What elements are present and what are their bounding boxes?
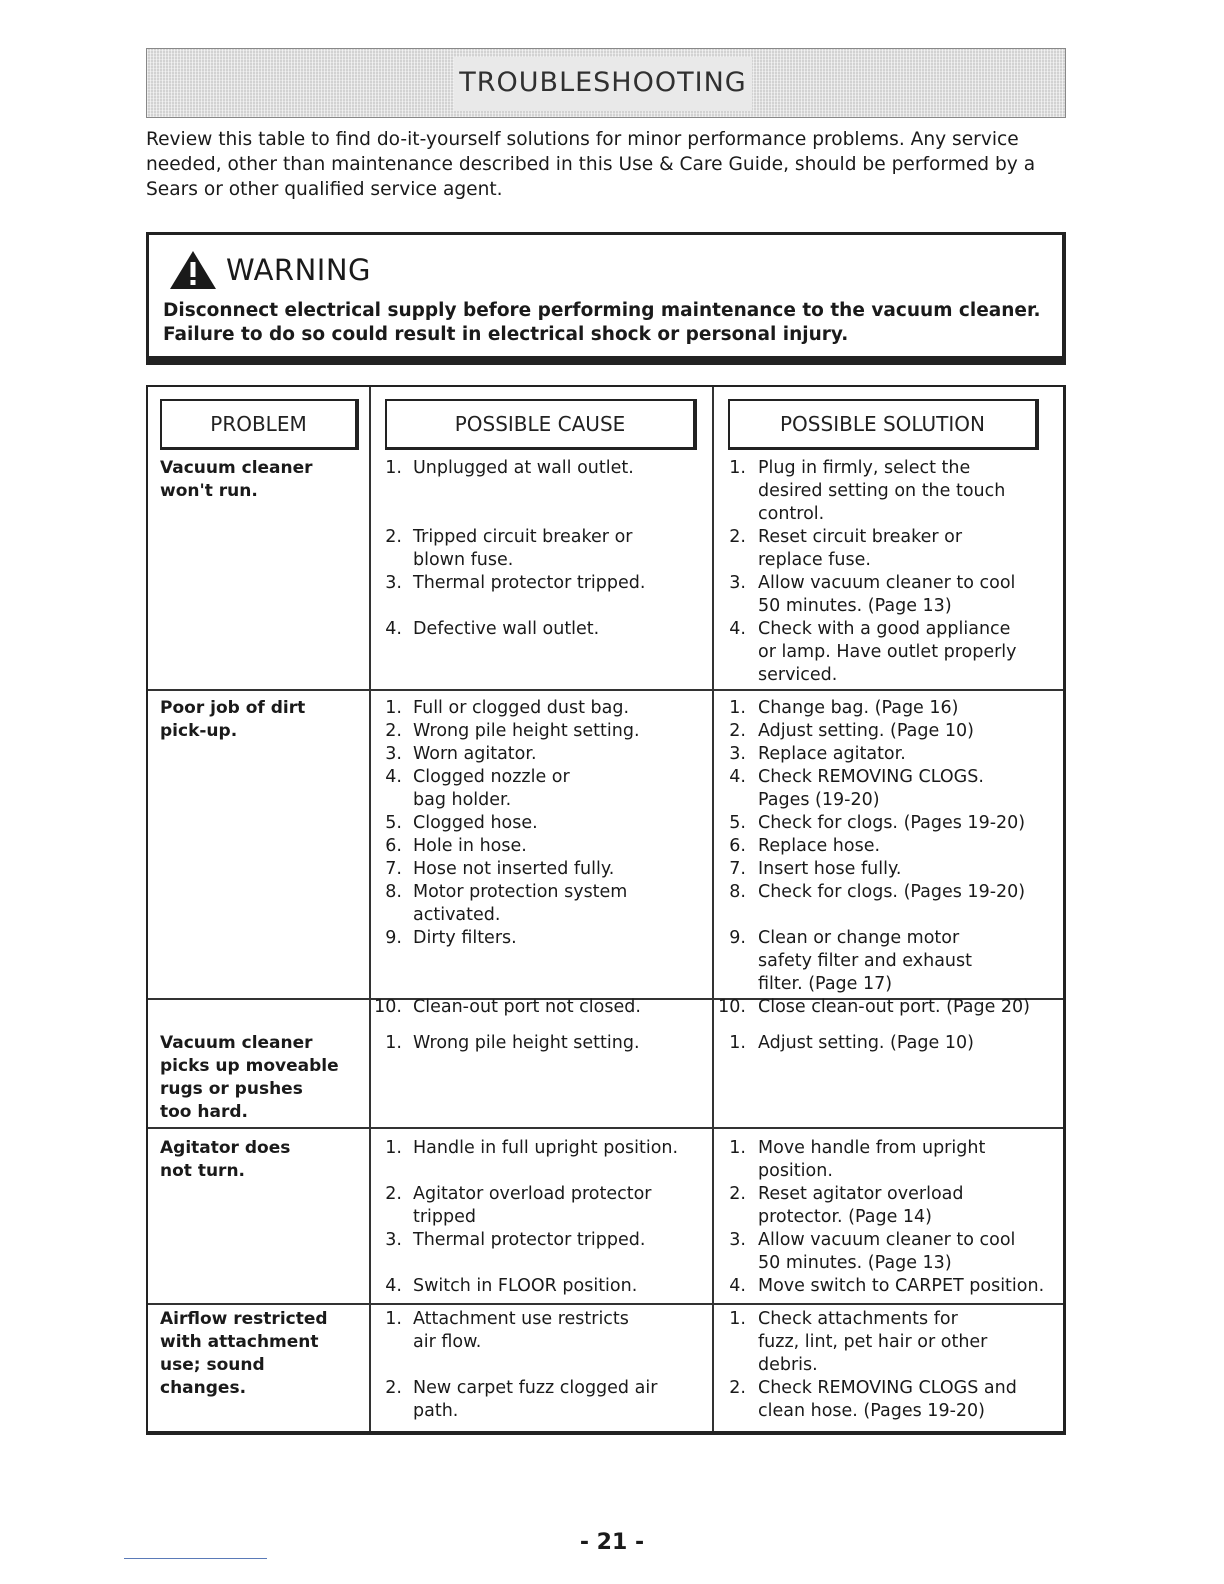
cause-text: Full or clogged dust bag. xyxy=(413,698,630,718)
solution-number: 1. xyxy=(729,1033,746,1053)
solution-number: 7. xyxy=(729,859,746,879)
solution-number: 2. xyxy=(729,1378,746,1398)
column-divider xyxy=(712,387,714,1431)
cause-text: Motor protection system activated. xyxy=(413,882,628,925)
cause-number: 9. xyxy=(385,928,402,948)
solution-number: 10. xyxy=(718,997,746,1017)
solution-number: 1. xyxy=(729,1309,746,1329)
cause-text: Worn agitator. xyxy=(413,744,537,764)
cause-number: 3. xyxy=(385,744,402,764)
cause-number: 8. xyxy=(385,882,402,902)
solution-number: 1. xyxy=(729,458,746,478)
cause-number: 7. xyxy=(385,859,402,879)
cause-number: 1. xyxy=(385,1033,402,1053)
solution-text: Clean or change motor safety filter and exhaust filter. (Page 17) xyxy=(758,928,973,994)
cause-text: Clogged hose. xyxy=(413,813,538,833)
cause-text: Hose not inserted fully. xyxy=(413,859,615,879)
solution-number: 2. xyxy=(729,721,746,741)
solution-number: 2. xyxy=(729,1184,746,1204)
problem-cell: Poor job of dirt pick-up. xyxy=(160,698,306,741)
problem-cell: Vacuum cleaner won't run. xyxy=(160,458,313,501)
solution-text: Check REMOVING CLOGS. Pages (19-20) xyxy=(758,767,984,810)
solution-number: 2. xyxy=(729,527,746,547)
page-number: - 21 - xyxy=(579,1530,645,1555)
cause-number: 4. xyxy=(385,1276,402,1296)
warning-header xyxy=(168,249,371,291)
solution-text: Check REMOVING CLOGS and clean hose. (Pages 19-20) xyxy=(758,1378,1017,1421)
cause-number: 1. xyxy=(385,458,402,478)
cause-text: Switch in FLOOR position. xyxy=(413,1276,638,1296)
cause-number: 3. xyxy=(385,573,402,593)
cause-text: Handle in full upright position. xyxy=(413,1138,679,1158)
solution-text: Check attachments for fuzz, lint, pet hair or other debris. xyxy=(758,1309,988,1375)
cause-number: 5. xyxy=(385,813,402,833)
solution-text: Replace agitator. xyxy=(758,744,906,764)
problem-cell: Airflow restricted with attachment use; sound changes. xyxy=(160,1309,328,1398)
solution-text: Reset agitator overload protector. (Page 14) xyxy=(758,1184,964,1227)
cause-number: 2. xyxy=(385,527,402,547)
problem-cell: Vacuum cleaner picks up moveable rugs or pushes too hard. xyxy=(160,1033,339,1122)
cause-number: 4. xyxy=(385,619,402,639)
title-banner xyxy=(146,48,1066,118)
row-divider xyxy=(148,1303,1063,1305)
solution-text: Check for clogs. (Pages 19-20) xyxy=(758,882,1026,902)
troubleshooting-table xyxy=(146,385,1066,1435)
column-divider xyxy=(369,387,371,1431)
warning-box xyxy=(146,232,1066,365)
cause-number: 1. xyxy=(385,698,402,718)
solution-text: Check with a good appliance or lamp. Have outlet properly serviced. xyxy=(758,619,1017,685)
cause-number: 1. xyxy=(385,1309,402,1329)
solution-number: 4. xyxy=(729,767,746,787)
solution-number: 1. xyxy=(729,698,746,718)
warning-title: WARNING xyxy=(226,253,371,287)
header-possible-cause: POSSIBLE CAUSE xyxy=(385,399,697,450)
cause-number: 4. xyxy=(385,767,402,787)
problem-cell: Agitator does not turn. xyxy=(160,1138,291,1181)
cause-text: Hole in hose. xyxy=(413,836,527,856)
cause-number: 2. xyxy=(385,1378,402,1398)
warning-triangle-icon xyxy=(168,249,218,291)
cause-text: Unplugged at wall outlet. xyxy=(413,458,634,478)
cause-number: 1. xyxy=(385,1138,402,1158)
solution-number: 6. xyxy=(729,836,746,856)
cause-text: Defective wall outlet. xyxy=(413,619,600,639)
solution-number: 4. xyxy=(729,1276,746,1296)
intro-paragraph: Review this table to find do-it-yourself solutions for minor performance problems. Any service needed, other than maintenance described in this Use & Care Guide, should be performed by a Sears or other qualified service agent. xyxy=(146,129,1036,200)
solution-number: 3. xyxy=(729,744,746,764)
cause-number: 2. xyxy=(385,721,402,741)
row-divider xyxy=(148,1127,1063,1129)
cause-text: Attachment use restricts air flow. xyxy=(413,1309,629,1352)
solution-number: 4. xyxy=(729,619,746,639)
solution-text: Allow vacuum cleaner to cool 50 minutes. (Page 13) xyxy=(758,1230,1016,1273)
cause-text: Clean-out port not closed. xyxy=(413,997,641,1017)
solution-text: Close clean-out port. (Page 20) xyxy=(758,997,1031,1017)
header-possible-solution: POSSIBLE SOLUTION xyxy=(728,399,1039,450)
cause-number: 6. xyxy=(385,836,402,856)
footer-rule xyxy=(124,1558,267,1559)
solution-number: 1. xyxy=(729,1138,746,1158)
solution-text: Check for clogs. (Pages 19-20) xyxy=(758,813,1026,833)
cause-text: Clogged nozzle or bag holder. xyxy=(413,767,570,810)
solution-number: 5. xyxy=(729,813,746,833)
cause-text: Tripped circuit breaker or blown fuse. xyxy=(413,527,633,570)
row-divider xyxy=(148,689,1063,691)
solution-text: Plug in firmly, select the desired setting on the touch control. xyxy=(758,458,1006,524)
solution-text: Reset circuit breaker or replace fuse. xyxy=(758,527,963,570)
solution-text: Replace hose. xyxy=(758,836,881,856)
cause-text: Dirty filters. xyxy=(413,928,517,948)
cause-text: Wrong pile height setting. xyxy=(413,1033,640,1053)
solution-text: Adjust setting. (Page 10) xyxy=(758,721,974,741)
cause-text: Agitator overload protector tripped xyxy=(413,1184,652,1227)
solution-text: Change bag. (Page 16) xyxy=(758,698,959,718)
cause-text: New carpet fuzz clogged air path. xyxy=(413,1378,658,1421)
solution-text: Allow vacuum cleaner to cool 50 minutes. (Page 13) xyxy=(758,573,1016,616)
solution-number: 9. xyxy=(729,928,746,948)
cause-text: Thermal protector tripped. xyxy=(413,1230,646,1250)
header-problem: PROBLEM xyxy=(160,399,359,450)
warning-text: Disconnect electrical supply before performing maintenance to the vacuum cleaner. Failure to do so could result in electrical shock or personal injury. xyxy=(163,300,1041,345)
cause-number: 3. xyxy=(385,1230,402,1250)
solution-number: 8. xyxy=(729,882,746,902)
solution-number: 3. xyxy=(729,1230,746,1250)
cause-number: 10. xyxy=(374,997,402,1017)
solution-text: Adjust setting. (Page 10) xyxy=(758,1033,974,1053)
cause-number: 2. xyxy=(385,1184,402,1204)
solution-text: Move switch to CARPET position. xyxy=(758,1276,1045,1296)
solution-number: 3. xyxy=(729,573,746,593)
title-box xyxy=(454,57,752,111)
cause-text: Thermal protector tripped. xyxy=(413,573,646,593)
solution-text: Move handle from upright position. xyxy=(758,1138,986,1181)
solution-text: Insert hose fully. xyxy=(758,859,902,879)
cause-text: Wrong pile height setting. xyxy=(413,721,640,741)
page-title: TROUBLESHOOTING xyxy=(459,67,747,98)
